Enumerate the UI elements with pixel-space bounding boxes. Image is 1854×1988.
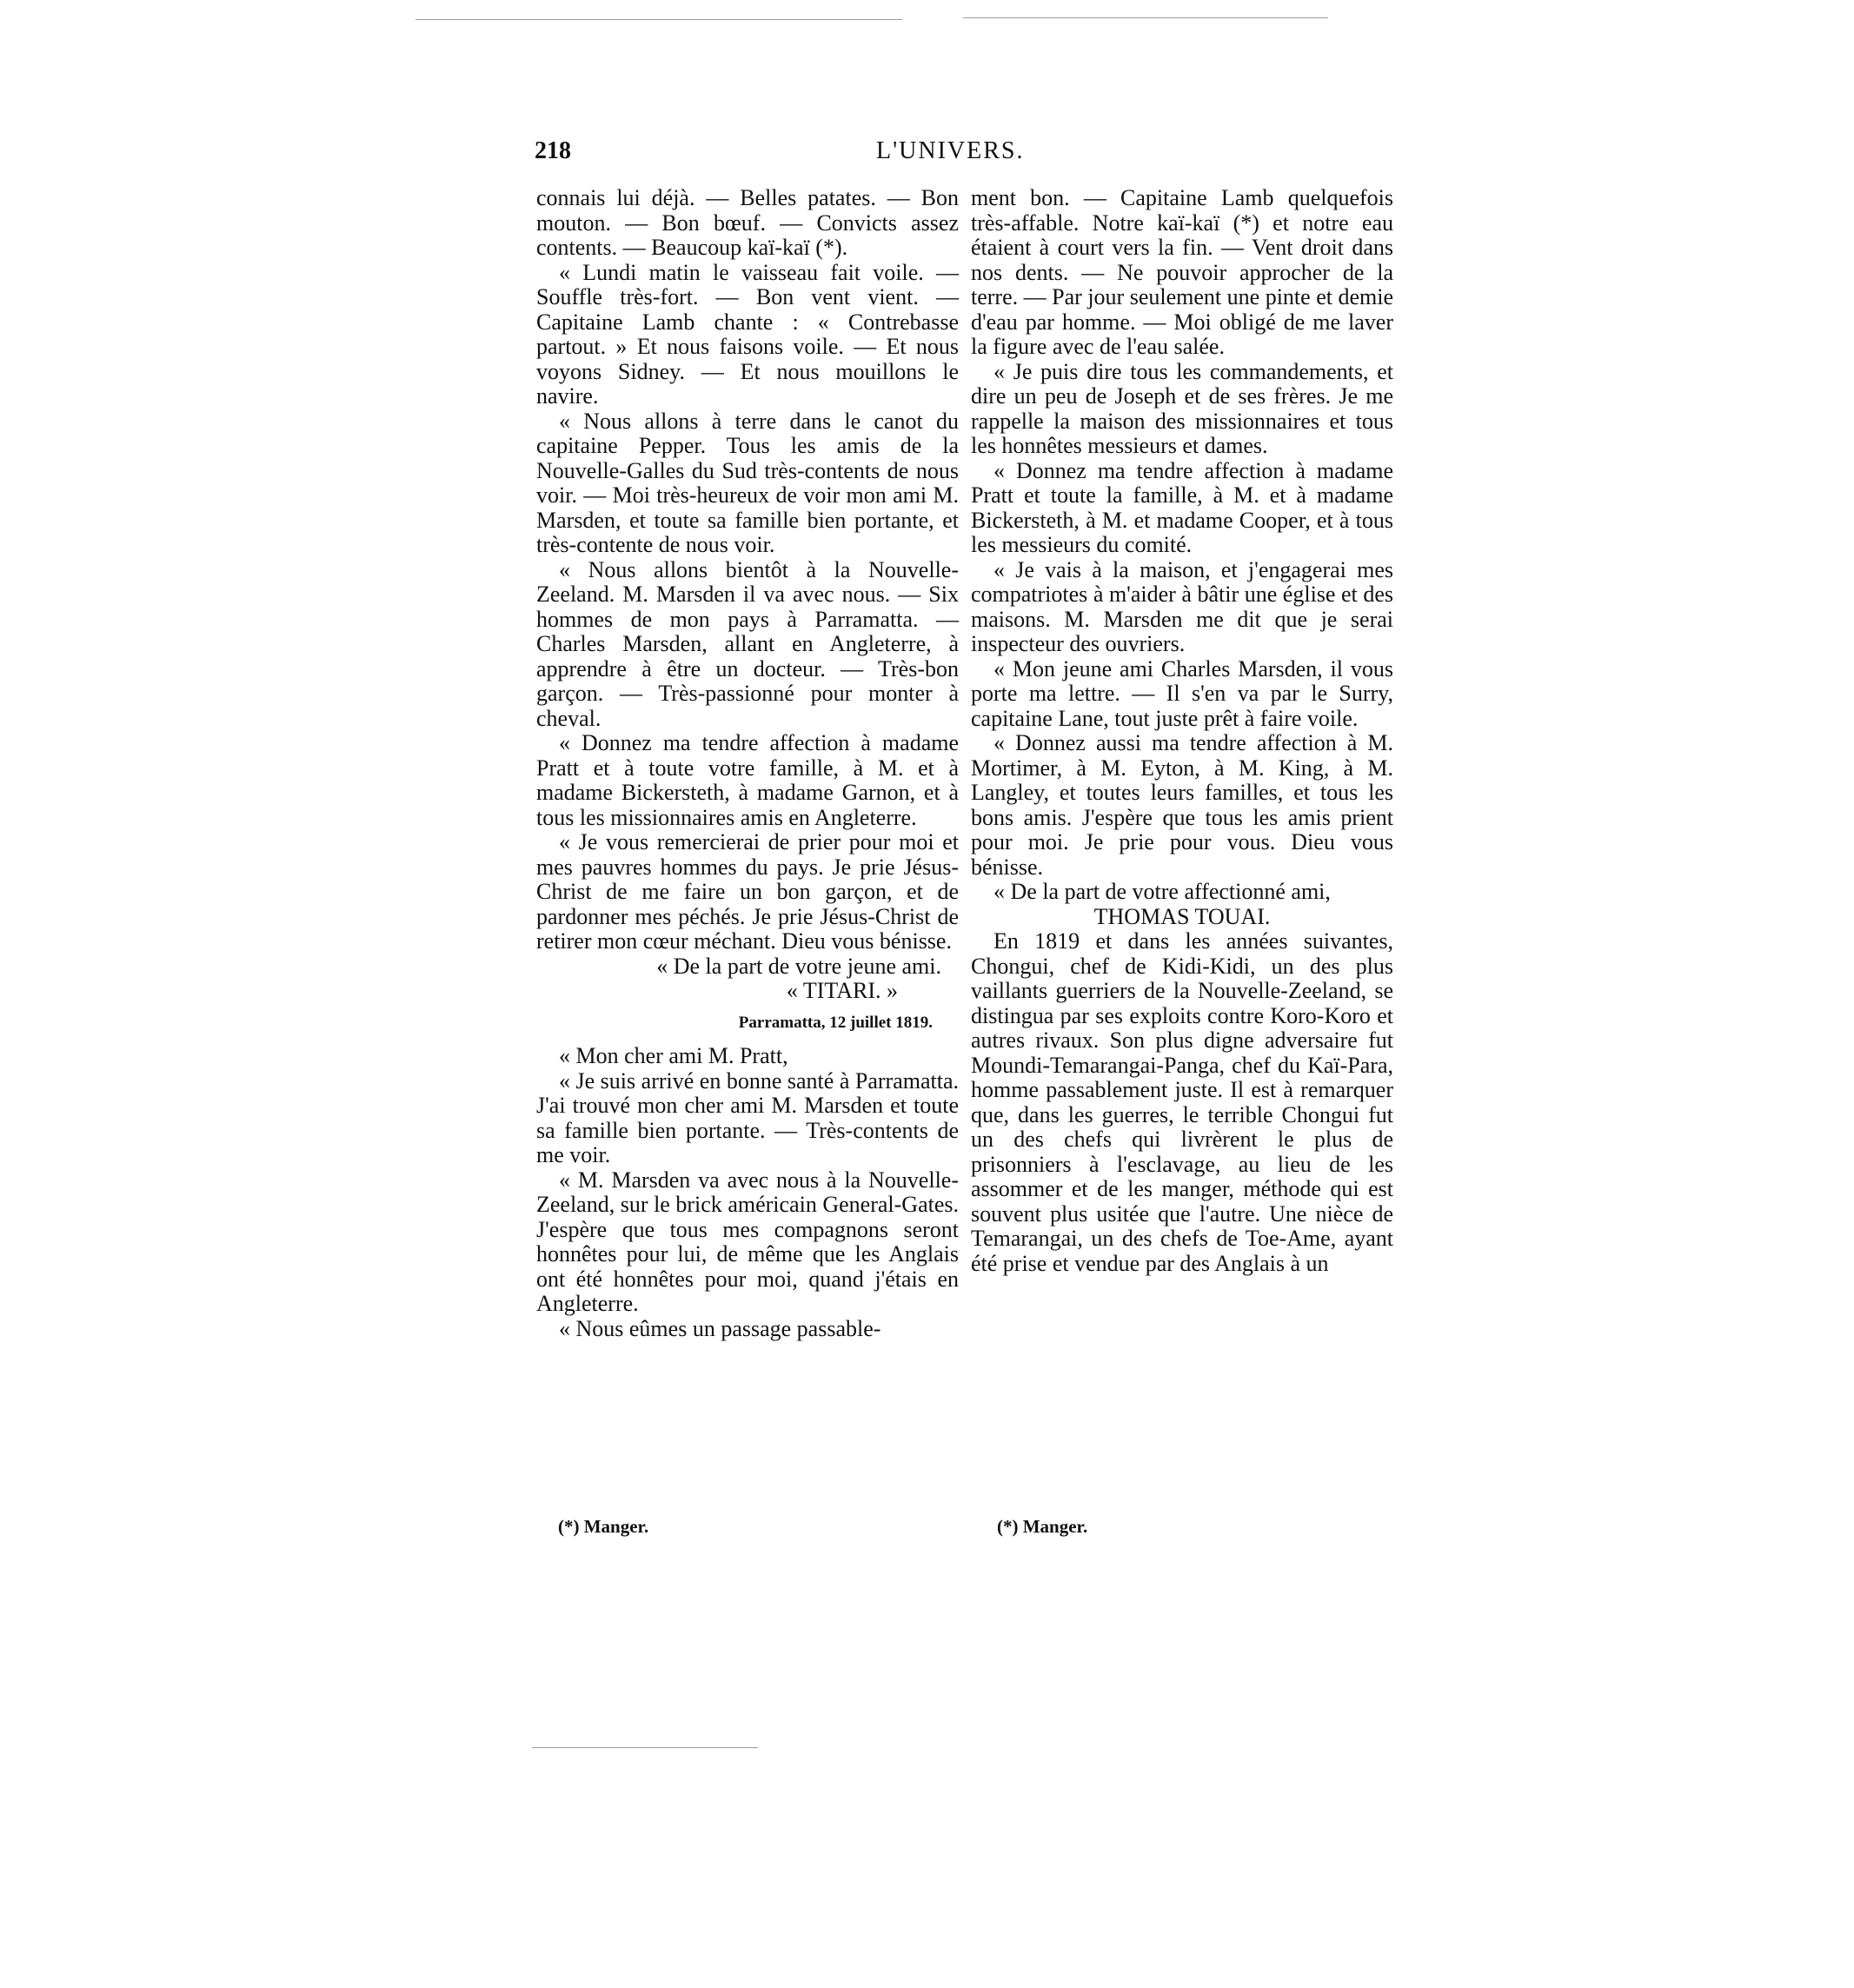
dateline: Parramatta, 12 juillet 1819. (738, 1013, 933, 1032)
footnote-left: (*) Manger. (558, 1516, 649, 1537)
scan-mark-top (415, 19, 902, 20)
paragraph: « Mon jeune ami Charles Marsden, il vous porte ma lettre. — Il s'en va par le Surry, capitaine Lane, tout juste prêt à faire voile. (971, 655, 1393, 731)
paragraph: ment bon. — Capitaine Lamb quelquefois très-affable. Notre kaï-kaï (*) et notre eau étaient à court vers la fin. — Vent droit dans nos dents. — Ne pouvoir approcher de la terre. — Par jour seulement une pinte et demie d'eau par homme. — Moi obligé de me laver la figure avec de l'eau salée. (971, 185, 1393, 359)
paragraph: « M. Marsden va avec nous à la Nouvelle-Zeeland, sur le brick américain General-Gates. J'espère que tous mes compagnons seront honnêtes pour lui, de même que les Anglais ont été honnêtes pour moi, quand j'étais en Angleterre. (536, 1167, 959, 1316)
paragraph: « Nous allons à terre dans le canot du capitaine Pepper. Tous les amis de la Nouvelle-Galles du Sud très-contents de nous voir. — Moi très-heureux de voir mon ami M. Marsden, et toute sa famille bien portante, et très-contente de nous voir. (536, 408, 959, 557)
paragraph: « Nous eûmes un passage passable- (559, 1315, 881, 1341)
left-column (536, 186, 959, 1341)
letter-signature: THOMAS TOUAI. (1093, 903, 1271, 929)
paragraph: En 1819 et dans les années suivantes, Chongui, chef de Kidi-Kidi, un des plus vaillants guerriers de la Nouvelle-Zeeland, se distingua par ses exploits contre Koro-Koro et autres rivaux. Son plus digne adversaire fut Moundi-Temarangai-Panga, chef du Kaï-Para, homme passablement juste. Il est à remarquer que, dans les guerres, le terrible Chongui fut un des chefs qui livrèrent le plus de prisonniers à l'esclavage, au lieu de les assommer et de les manger, méthode qui est souvent plus usitée que l'autre. Une nièce de Temarangai, un des chefs de Toe-Ame, ayant été prise et vendue par des Anglais à un (971, 928, 1393, 1276)
running-title: L'UNIVERS. (876, 137, 1025, 164)
scan-mark-bottom (532, 1747, 758, 1748)
page-header (535, 137, 1404, 181)
right-column (971, 186, 1393, 1276)
letter-signoff: « De la part de votre jeune ami. (656, 953, 941, 979)
paragraph: « Donnez ma tendre affection à madame Pratt et toute la famille, à M. et à madame Bickersteth, à M. et madame Cooper, et à tous les messieurs du comité. (971, 457, 1393, 557)
paragraph: « Je puis dire tous les commandements, et dire un peu de Joseph et de ses frères. Je me rappelle la maison des missionnaires et tous les honnêtes messieurs et dames. (971, 358, 1393, 458)
paragraph: « Donnez aussi ma tendre affection à M. Mortimer, à M. Eyton, à M. King, à M. Langley, et toutes leurs familles, et tous les bons amis. J'espère que tous les amis prient pour moi. Je prie pour vous. Dieu vous bénisse. (971, 730, 1393, 880)
letter-signoff: « De la part de votre affectionné ami, (993, 879, 1331, 904)
paragraph: « Je vais à la maison, et j'engagerai mes compatriotes à m'aider à bâtir une église et des maisons. M. Marsden me dit que je serai inspecteur des ouvriers. (971, 556, 1393, 656)
paragraph: « Nous allons bientôt à la Nouvelle-Zeeland. M. Marsden il va avec nous. — Six hommes de mon pays à Parramatta. — Charles Marsden, allant en Angleterre, à apprendre à être un docteur. — Très-bon garçon. — Très-passionné pour monter à cheval. (536, 556, 959, 731)
paragraph: « Lundi matin le vaisseau fait voile. — Souffle très-fort. — Bon vent vient. — Capitaine Lamb chante : « Contrebasse partout. » Et nous faisons voile. — Et nous voyons Sidney. — Et nous mouillons le navire. (536, 259, 959, 409)
paragraph: connais lui déjà. — Belles patates. — Bon mouton. — Bon bœuf. — Convicts assez contents. — Beaucoup kaï-kaï (*). (536, 185, 959, 260)
paragraph: « Je vous remercierai de prier pour moi et mes pauvres hommes du pays. Je prie Jésus-Christ de me faire un bon garçon, et de pardonner mes péchés. Je prie Jésus-Christ de retirer mon cœur méchant. Dieu vous bénisse. (536, 829, 959, 954)
scan-mark-top-right (963, 17, 1328, 18)
footnote-right: (*) Manger. (997, 1516, 1088, 1537)
paragraph: « Donnez ma tendre affection à madame Pratt et à toute votre famille, à M. et à madame Bickersteth, à madame Garnon, et à tous les missionnaires amis en Angleterre. (536, 730, 959, 830)
letter-signature: « TITARI. » (786, 978, 898, 1003)
page-number: 218 (535, 137, 571, 164)
paragraph: « Je suis arrivé en bonne santé à Parramatta. J'ai trouvé mon cher ami M. Marsden et toute sa famille bien portante. — Très-contents de me voir. (536, 1067, 959, 1167)
paragraph: « Mon cher ami M. Pratt, (559, 1043, 788, 1068)
